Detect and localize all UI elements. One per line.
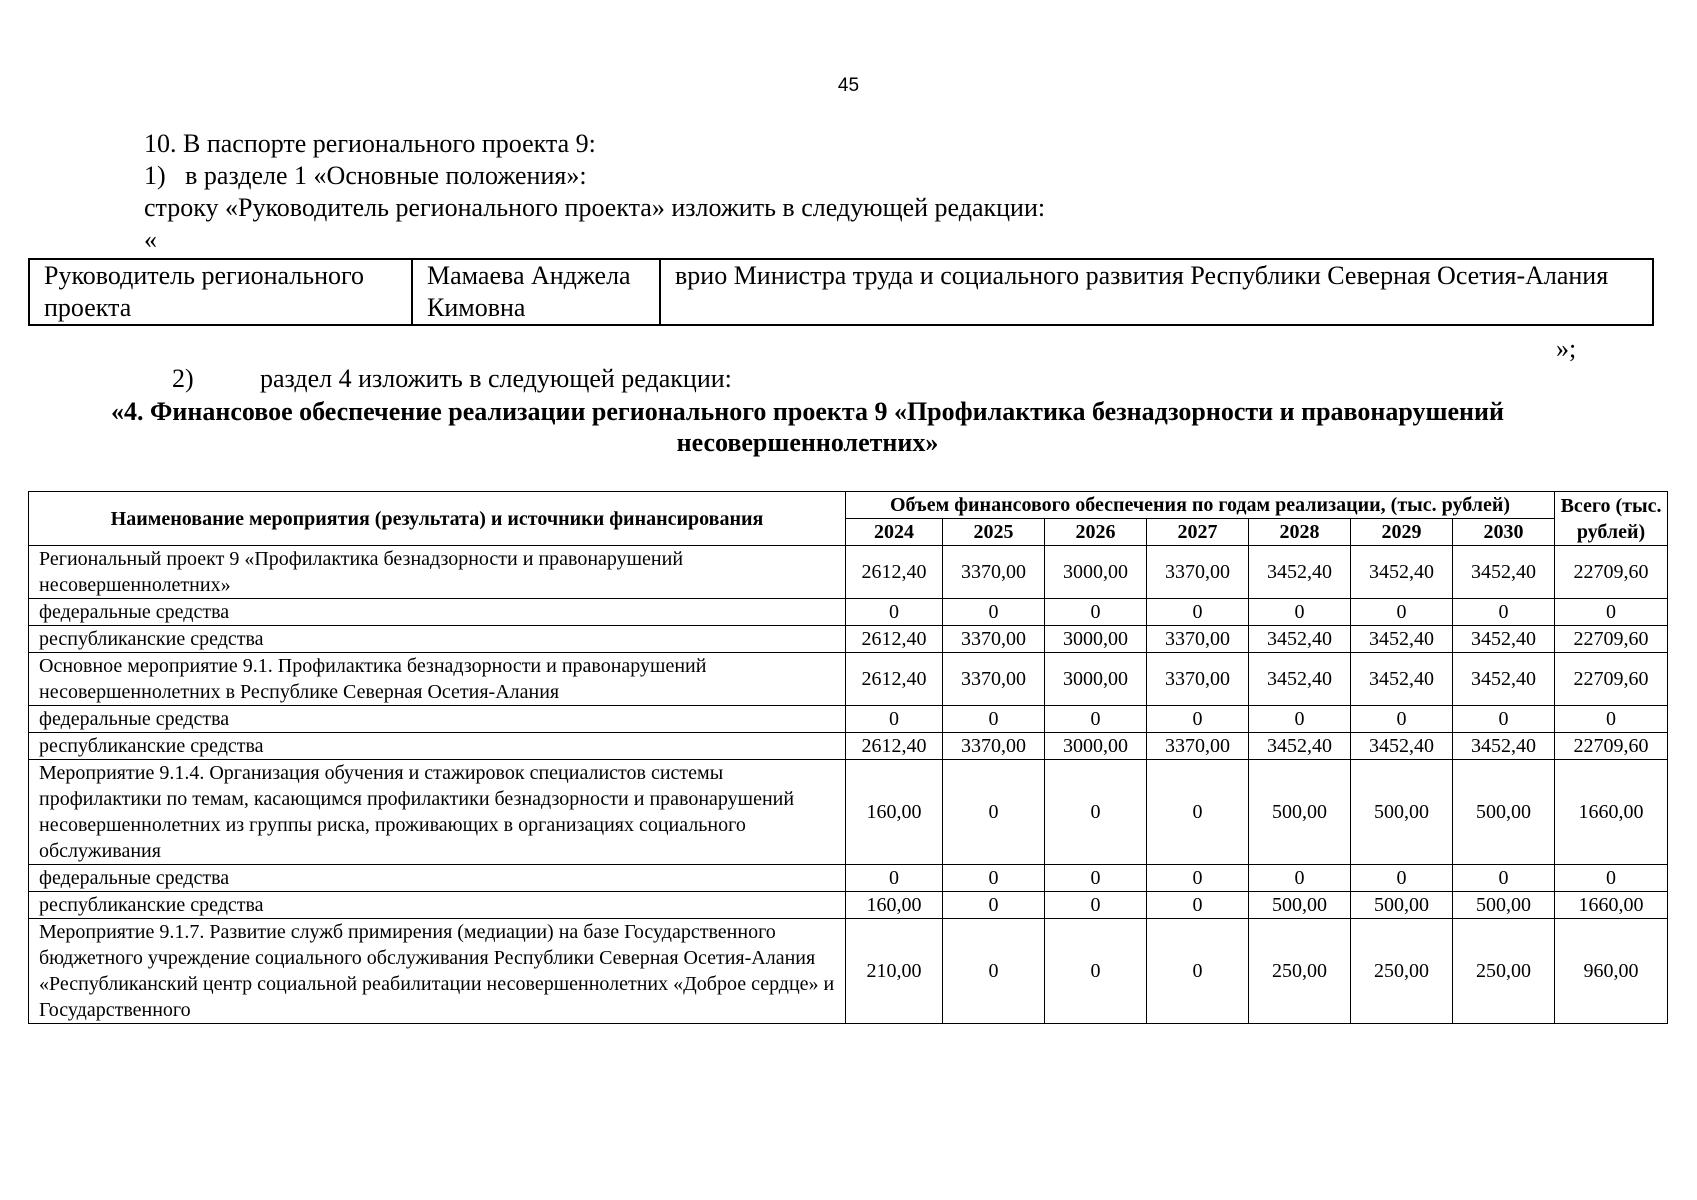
- row-total-cell: 960,00: [1555, 919, 1668, 1024]
- intro-line-4: «: [144, 225, 157, 254]
- table-row: [29, 865, 1668, 892]
- row-value-cell: 3452,40: [1453, 733, 1555, 760]
- row-value-cell: 160,00: [846, 760, 943, 865]
- row-value-cell: 0: [1045, 760, 1147, 865]
- row-total-cell: 22709,60: [1555, 626, 1668, 653]
- row-value-cell: 3370,00: [1147, 626, 1249, 653]
- page-number: 45: [837, 75, 860, 96]
- row-total-cell: 0: [1555, 599, 1668, 626]
- row-value-cell: 0: [943, 706, 1045, 733]
- row-value-cell: 0: [943, 919, 1045, 1024]
- row-name-cell: республиканские средства: [29, 626, 846, 653]
- intro-line-3: строку «Руководитель регионального проекта» изложить в следующей редакции:: [144, 193, 1046, 222]
- row-value-cell: 0: [1147, 892, 1249, 919]
- finance-table: [28, 491, 1668, 1024]
- row-value-cell: 0: [846, 865, 943, 892]
- header-year: 2026: [1045, 519, 1147, 546]
- row-value-cell: 500,00: [1249, 760, 1351, 865]
- row-value-cell: 500,00: [1249, 892, 1351, 919]
- row-value-cell: 0: [1249, 599, 1351, 626]
- row-value-cell: 0: [943, 760, 1045, 865]
- row-value-cell: 0: [1147, 706, 1249, 733]
- row-value-cell: 3452,40: [1351, 546, 1453, 599]
- row-value-cell: 3452,40: [1249, 733, 1351, 760]
- table-row: [29, 546, 1668, 599]
- header-year: 2025: [943, 519, 1045, 546]
- row-name-cell: республиканские средства: [29, 892, 846, 919]
- row-value-cell: 0: [1249, 706, 1351, 733]
- row-total-cell: 22709,60: [1555, 546, 1668, 599]
- header-total: Всего (тыс. рублей): [1555, 492, 1668, 546]
- row-value-cell: 2612,40: [846, 733, 943, 760]
- row-value-cell: 0: [1453, 706, 1555, 733]
- row-value-cell: 0: [1147, 599, 1249, 626]
- header-year: 2028: [1249, 519, 1351, 546]
- row-value-cell: 3000,00: [1045, 653, 1147, 706]
- row-value-cell: 3000,00: [1045, 626, 1147, 653]
- row-value-cell: 0: [1147, 760, 1249, 865]
- table-row: [29, 892, 1668, 919]
- row-value-cell: 3370,00: [1147, 653, 1249, 706]
- table-row: [29, 626, 1668, 653]
- row-total-cell: 1660,00: [1555, 892, 1668, 919]
- row-value-cell: 0: [1351, 865, 1453, 892]
- row-value-cell: 0: [1045, 865, 1147, 892]
- row-value-cell: 0: [1351, 599, 1453, 626]
- row-value-cell: 3370,00: [943, 546, 1045, 599]
- row-value-cell: 0: [1045, 892, 1147, 919]
- row-value-cell: 3452,40: [1249, 626, 1351, 653]
- row-value-cell: 2612,40: [846, 653, 943, 706]
- leader-row: [29, 259, 1653, 325]
- item-2: [172, 364, 732, 394]
- row-name-cell: Мероприятие 9.1.4. Организация обучения и стажировок специалистов системы профилактики по темам, касающимся профилактики безнадзорности и правонарушений несовершеннолетних из группы риска, проживающих в организациях социального обслуживания: [29, 760, 846, 865]
- header-year: 2030: [1453, 519, 1555, 546]
- row-total-cell: 0: [1555, 706, 1668, 733]
- row-value-cell: 0: [1045, 706, 1147, 733]
- intro-text: [144, 128, 1045, 256]
- row-value-cell: 0: [943, 892, 1045, 919]
- row-value-cell: 0: [1351, 706, 1453, 733]
- row-value-cell: 3000,00: [1045, 546, 1147, 599]
- row-value-cell: 250,00: [1351, 919, 1453, 1024]
- row-value-cell: 210,00: [846, 919, 943, 1024]
- row-value-cell: 160,00: [846, 892, 943, 919]
- row-value-cell: 3370,00: [943, 733, 1045, 760]
- row-value-cell: 3452,40: [1249, 546, 1351, 599]
- row-name-cell: республиканские средства: [29, 733, 846, 760]
- row-value-cell: 3452,40: [1453, 626, 1555, 653]
- table-row: [29, 919, 1668, 1024]
- row-value-cell: 500,00: [1453, 760, 1555, 865]
- row-value-cell: 0: [943, 865, 1045, 892]
- header-year: 2027: [1147, 519, 1249, 546]
- row-value-cell: 0: [1147, 919, 1249, 1024]
- row-value-cell: 3370,00: [1147, 546, 1249, 599]
- row-name-cell: федеральные средства: [29, 706, 846, 733]
- row-value-cell: 3370,00: [1147, 733, 1249, 760]
- row-value-cell: 0: [846, 599, 943, 626]
- header-year: 2029: [1351, 519, 1453, 546]
- row-value-cell: 0: [1453, 865, 1555, 892]
- row-value-cell: 3452,40: [1351, 626, 1453, 653]
- row-value-cell: 3452,40: [1351, 733, 1453, 760]
- table-row: [29, 733, 1668, 760]
- closing-quote: »;: [1556, 334, 1577, 363]
- row-value-cell: 0: [1045, 919, 1147, 1024]
- row-name-cell: федеральные средства: [29, 865, 846, 892]
- row-value-cell: 0: [1249, 865, 1351, 892]
- item-2-text: раздел 4 изложить в следующей редакции:: [260, 364, 732, 393]
- section-title: «4. Финансовое обеспечение реализации регионального проекта 9 «Профилактика безнадзорности и правонарушений несовершеннолетних»: [111, 397, 1504, 457]
- intro-line-1: 10. В паспорте регионального проекта 9:: [144, 129, 596, 158]
- row-value-cell: 0: [1453, 599, 1555, 626]
- header-volume: Объем финансового обеспечения по годам реализации, (тыс. рублей): [846, 492, 1555, 519]
- row-value-cell: 500,00: [1351, 892, 1453, 919]
- leader-name-cell: Мамаева Анджела Кимовна: [412, 259, 660, 325]
- row-value-cell: 250,00: [1249, 919, 1351, 1024]
- row-total-cell: 0: [1555, 865, 1668, 892]
- leader-role-cell: Руководитель регионального проекта: [29, 259, 412, 325]
- row-value-cell: 3452,40: [1351, 653, 1453, 706]
- row-name-cell: федеральные средства: [29, 599, 846, 626]
- row-value-cell: 3452,40: [1453, 546, 1555, 599]
- row-value-cell: 0: [846, 706, 943, 733]
- table-row: [29, 653, 1668, 706]
- intro-line-2: 1) в разделе 1 «Основные положения»:: [144, 161, 587, 190]
- header-row-1: [29, 492, 1668, 519]
- row-value-cell: 250,00: [1453, 919, 1555, 1024]
- row-value-cell: 2612,40: [846, 546, 943, 599]
- header-year: 2024: [846, 519, 943, 546]
- finance-table-body: [29, 546, 1668, 1024]
- row-value-cell: 3452,40: [1249, 653, 1351, 706]
- table-row: [29, 706, 1668, 733]
- row-value-cell: 0: [1045, 599, 1147, 626]
- row-total-cell: 22709,60: [1555, 653, 1668, 706]
- table-row: [29, 599, 1668, 626]
- row-value-cell: 0: [943, 599, 1045, 626]
- leader-position-cell: врио Министра труда и социального развития Республики Северная Осетия-Алания: [660, 259, 1653, 325]
- row-value-cell: 3370,00: [943, 626, 1045, 653]
- leader-table: [28, 258, 1654, 326]
- row-value-cell: 2612,40: [846, 626, 943, 653]
- header-name: Наименование мероприятия (результата) и источники финансирования: [29, 492, 846, 546]
- row-value-cell: 3370,00: [943, 653, 1045, 706]
- row-value-cell: 500,00: [1351, 760, 1453, 865]
- row-total-cell: 1660,00: [1555, 760, 1668, 865]
- row-name-cell: Мероприятие 9.1.7. Развитие служб примирения (медиации) на базе Государственного бюджетного учреждение социального обслуживания Республики Северная Осетия-Алания «Республиканский центр социальной реабилитации несовершеннолетних «Доброе сердце» и Государственного: [29, 919, 846, 1024]
- table-row: [29, 760, 1668, 865]
- row-total-cell: 22709,60: [1555, 733, 1668, 760]
- row-value-cell: 3452,40: [1453, 653, 1555, 706]
- row-name-cell: Региональный проект 9 «Профилактика безнадзорности и правонарушений несовершеннолетних»: [29, 546, 846, 599]
- row-value-cell: 3000,00: [1045, 733, 1147, 760]
- row-name-cell: Основное мероприятие 9.1. Профилактика безнадзорности и правонарушений несовершеннолетних в Республике Северная Осетия-Алания: [29, 653, 846, 706]
- row-value-cell: 0: [1147, 865, 1249, 892]
- row-value-cell: 500,00: [1453, 892, 1555, 919]
- item-2-number: 2): [172, 364, 194, 393]
